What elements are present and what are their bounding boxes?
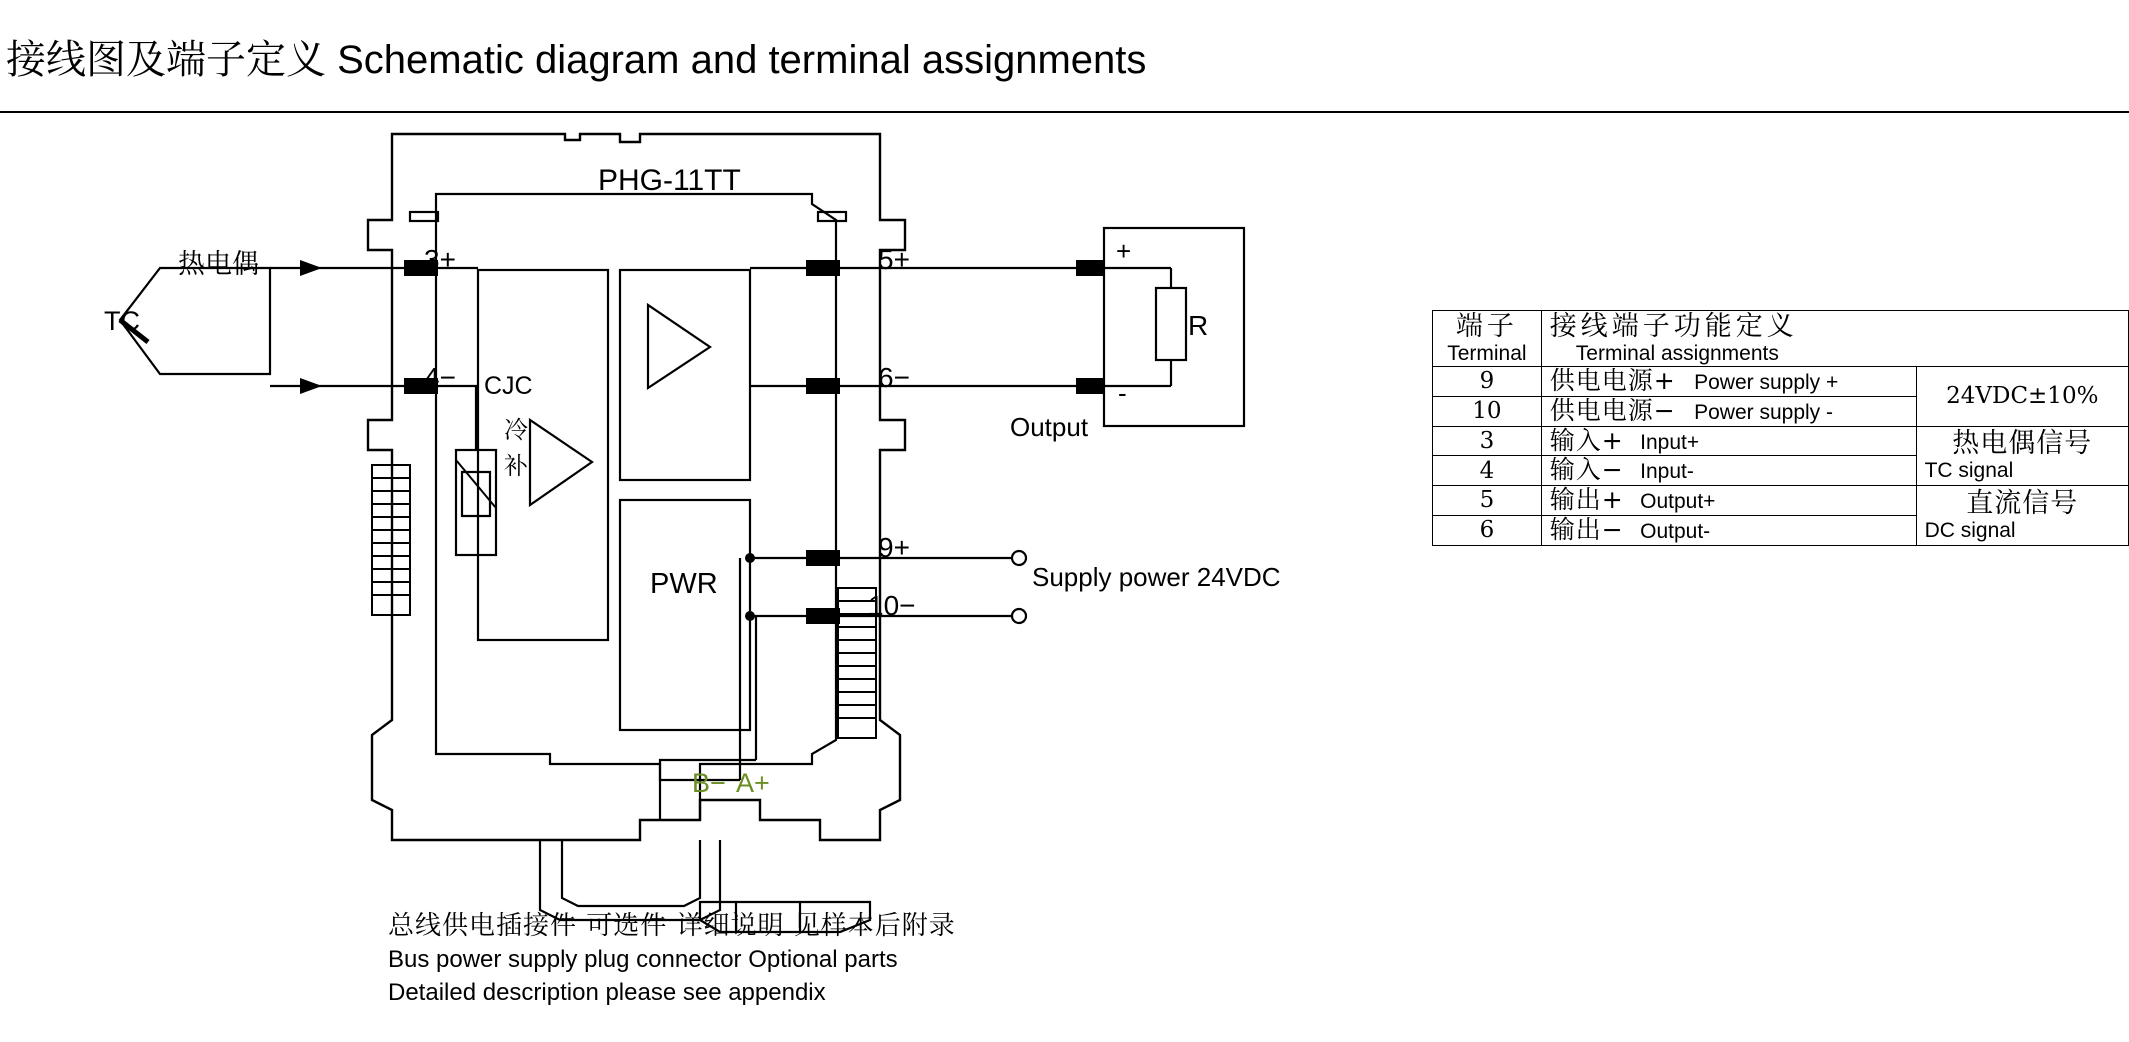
resistor-symbol	[1156, 288, 1186, 360]
header-terminal-cn: 端子	[1455, 311, 1518, 342]
note-dc-en: DC signal	[1924, 518, 2016, 542]
cell-terminal-10: 10	[1433, 396, 1542, 426]
cell-terminal-4: 4	[1433, 456, 1542, 486]
header-assignments-cn: 接线端子功能定义	[1549, 311, 1798, 342]
cell-terminal-6: 6	[1433, 515, 1542, 545]
assignment-4-cn: 输入−	[1549, 455, 1624, 485]
label-terminal-6: 6−	[878, 362, 910, 393]
top-notch-left	[410, 212, 438, 221]
cell-assignment-9	[1541, 367, 1916, 397]
assignment-3-cn: 输入+	[1549, 425, 1624, 455]
label-tc-cn: 热电偶	[178, 249, 259, 280]
terminal-assignments-table	[1432, 310, 2129, 546]
label-supply-power: Supply power 24VDC	[1032, 562, 1281, 592]
block-pwr	[620, 500, 750, 730]
label-tc-en: TC	[104, 306, 140, 336]
label-terminal-5: 5+	[878, 244, 910, 275]
note-power-supply: 24VDC±10%	[1916, 367, 2128, 427]
table-row	[1433, 367, 2129, 397]
table-row	[1433, 426, 2129, 456]
bottom-connector-inner	[562, 840, 700, 906]
label-cjc: CJC	[484, 372, 533, 400]
table-header-row	[1433, 311, 2129, 367]
device-model-label: PHG-11TT	[598, 164, 741, 197]
assignment-4-en: Input-	[1640, 460, 1694, 484]
pad-load-minus	[1076, 378, 1104, 394]
cjc-thermistor	[462, 472, 490, 516]
header-terminal-en: Terminal	[1447, 342, 1527, 366]
footnote-line-3: Detailed description please see appendix	[388, 979, 826, 1006]
pad-load-plus	[1076, 260, 1104, 276]
label-load-resistor: R	[1188, 310, 1209, 341]
table-row	[1433, 486, 2129, 516]
footnote-line-1: 总线供电插接件 可选件 详细说明 见样本后附录	[388, 911, 956, 941]
wires	[120, 228, 1244, 820]
block-input-amp	[478, 270, 608, 640]
pad-10	[806, 608, 840, 624]
page-title: 接线图及端子定义 Schematic diagram and terminal assignments	[6, 38, 1147, 82]
assignment-9-en: Power supply +	[1694, 371, 1839, 395]
assignment-5-cn: 输出+	[1549, 485, 1624, 515]
pad-9	[806, 550, 840, 566]
assignment-10-cn: 供电电源−	[1549, 395, 1676, 425]
cell-assignment-6	[1541, 515, 1916, 545]
cell-terminal-3: 3	[1433, 426, 1542, 456]
label-bus-b: B−	[692, 768, 726, 798]
label-terminal-10: 10−	[868, 590, 916, 621]
cell-assignment-4	[1541, 456, 1916, 486]
pad-6	[806, 378, 840, 394]
footnote	[388, 910, 956, 1009]
note-tc-cn: 热电偶信号	[1952, 428, 2093, 460]
label-cjc-cn-2: 补	[504, 452, 528, 480]
note-tc-en: TC signal	[1924, 459, 2014, 483]
assignment-10-en: Power supply -	[1694, 400, 1834, 424]
block-isolation-amp	[620, 270, 750, 480]
label-load-minus: -	[1118, 378, 1127, 408]
assignment-6-en: Output-	[1640, 519, 1711, 543]
label-load-plus: +	[1116, 236, 1132, 266]
header-cell-assignments	[1541, 311, 2128, 367]
header-assignments-en: Terminal assignments	[1575, 342, 1779, 366]
label-output: Output	[1010, 412, 1089, 442]
assignment-9-cn: 供电电源+	[1549, 366, 1676, 396]
label-pwr-block: PWR	[650, 568, 718, 600]
label-terminal-9: 9+	[878, 532, 910, 563]
note-dc-signal	[1916, 486, 2128, 546]
amp-triangle-isolation	[648, 305, 710, 388]
amp-triangle-input	[530, 420, 592, 505]
note-dc-cn: 直流信号	[1966, 487, 2079, 519]
header-cell-terminal	[1433, 311, 1542, 367]
assignment-3-en: Input+	[1640, 430, 1700, 454]
label-terminal-4: 4−	[424, 362, 456, 393]
label-bus-a: A+	[736, 768, 770, 798]
housing-outline	[368, 134, 905, 840]
label-cjc-cn-1: 冷	[504, 416, 528, 444]
pad-5	[806, 260, 840, 276]
tc-symbol	[120, 268, 270, 374]
footnote-line-2: Bus power supply plug connector Optional parts	[388, 946, 898, 973]
label-terminal-3: 3+	[424, 244, 456, 275]
cell-terminal-5: 5	[1433, 486, 1542, 516]
cell-assignment-5	[1541, 486, 1916, 516]
cell-assignment-10	[1541, 396, 1916, 426]
cell-assignment-3	[1541, 426, 1916, 456]
note-tc-signal	[1916, 426, 2128, 486]
cell-terminal-9: 9	[1433, 367, 1542, 397]
schematic-diagram	[0, 120, 1400, 1040]
assignment-6-cn: 输出−	[1549, 514, 1624, 544]
title-divider	[0, 111, 2129, 113]
bottom-connector	[540, 840, 720, 920]
assignment-5-en: Output+	[1640, 490, 1716, 514]
